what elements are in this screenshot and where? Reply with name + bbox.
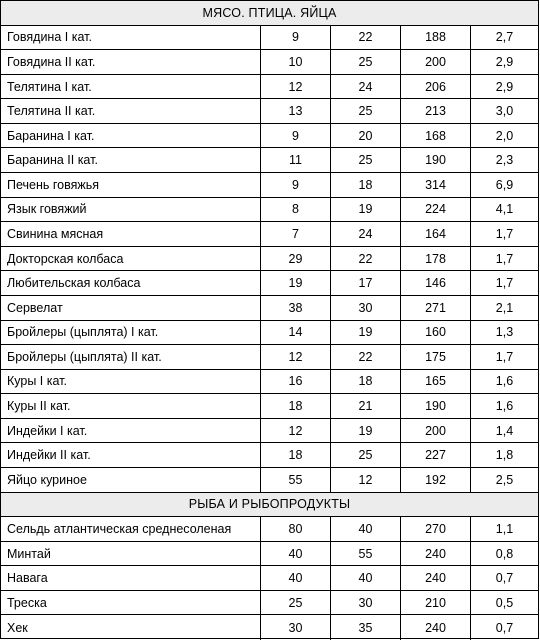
table-row: [1, 468, 538, 493]
value-cell-3: 164: [401, 222, 471, 246]
value-cell-2: 24: [331, 75, 401, 99]
table-row: [1, 566, 538, 591]
value-cell-2: 19: [331, 198, 401, 222]
value-cell-4: 2,3: [495, 153, 514, 168]
product-name-cell: Сервелат: [1, 296, 261, 320]
value-cell-2: 18: [331, 370, 401, 394]
value-cell-2: 30: [331, 296, 401, 320]
value-cell-3: 168: [401, 124, 471, 148]
value-cell-4: 1,3: [495, 325, 514, 340]
table-row: [1, 148, 538, 173]
value-cell-1: 9: [261, 26, 331, 50]
value-cell-4: 0,8: [495, 546, 514, 561]
value-cell-1: 7: [261, 222, 331, 246]
value-cell-2: 40: [331, 566, 401, 590]
value-cell-1: 25: [261, 591, 331, 615]
value-cell-4: 2,1: [495, 300, 514, 315]
value-cell-3: 190: [401, 148, 471, 172]
table-row: [1, 198, 538, 223]
value-cell-4: 1,7: [495, 276, 514, 291]
value-cell-4: 2,0: [495, 128, 514, 143]
product-name-cell: Баранина I кат.: [1, 124, 261, 148]
value-cell-2: 21: [331, 394, 401, 418]
product-name-cell: Телятина I кат.: [1, 75, 261, 99]
product-name-cell: Куры I кат.: [1, 370, 261, 394]
table-row: [1, 517, 538, 542]
value-cell-3: 175: [401, 345, 471, 369]
table-row: [1, 222, 538, 247]
product-name-cell: Навага: [1, 566, 261, 590]
value-cell-1: 16: [261, 370, 331, 394]
product-name-cell: Баранина II кат.: [1, 148, 261, 172]
value-cell-3: 213: [401, 99, 471, 123]
value-cell-3: 240: [401, 566, 471, 590]
value-cell-2: 25: [331, 148, 401, 172]
product-name-cell: Бройлеры (цыплята) II кат.: [1, 345, 261, 369]
product-name-cell: Докторская колбаса: [1, 247, 261, 271]
value-cell-4: 2,5: [495, 472, 514, 487]
value-cell-2: 30: [331, 591, 401, 615]
value-cell-2: 25: [331, 99, 401, 123]
value-cell-3: 146: [401, 271, 471, 295]
value-cell-1: 10: [261, 50, 331, 74]
value-cell-3: 240: [401, 615, 471, 640]
value-cell-1: 18: [261, 443, 331, 467]
value-cell-1: 12: [261, 75, 331, 99]
product-name-cell: Язык говяжий: [1, 198, 261, 222]
value-cell-2: 55: [331, 542, 401, 566]
value-cell-1: 19: [261, 271, 331, 295]
value-cell-1: 38: [261, 296, 331, 320]
section-header: РЫБА И РЫБОПРОДУКТЫ: [1, 493, 538, 518]
product-name-cell: Хек: [1, 615, 261, 640]
value-cell-4: 1,6: [495, 399, 514, 414]
value-cell-3: 206: [401, 75, 471, 99]
value-cell-1: 9: [261, 173, 331, 197]
table-row: [1, 271, 538, 296]
value-cell-1: 14: [261, 321, 331, 345]
value-cell-4: 1,7: [495, 251, 514, 266]
value-cell-4: 6,9: [495, 177, 514, 192]
product-name-cell: Индейки I кат.: [1, 419, 261, 443]
value-cell-4: 1,7: [495, 349, 514, 364]
value-cell-4: 2,9: [495, 54, 514, 69]
value-cell-2: 20: [331, 124, 401, 148]
table-row: [1, 26, 538, 51]
table-row: [1, 345, 538, 370]
value-cell-2: 12: [331, 468, 401, 492]
value-cell-2: 19: [331, 321, 401, 345]
value-cell-1: 29: [261, 247, 331, 271]
value-cell-1: 80: [261, 517, 331, 541]
table-row: [1, 50, 538, 75]
table-row: [1, 75, 538, 100]
product-name-cell: Печень говяжья: [1, 173, 261, 197]
value-cell-3: 224: [401, 198, 471, 222]
table-row: [1, 591, 538, 616]
value-cell-2: 25: [331, 50, 401, 74]
value-cell-3: 271: [401, 296, 471, 320]
table-row: [1, 321, 538, 346]
product-name-cell: Яйцо куриное: [1, 468, 261, 492]
value-cell-1: 11: [261, 148, 331, 172]
table-row: [1, 419, 538, 444]
value-cell-3: 160: [401, 321, 471, 345]
table-row: [1, 542, 538, 567]
value-cell-3: 240: [401, 542, 471, 566]
value-cell-3: 314: [401, 173, 471, 197]
value-cell-1: 55: [261, 468, 331, 492]
table-row: [1, 296, 538, 321]
value-cell-1: 18: [261, 394, 331, 418]
value-cell-1: 8: [261, 198, 331, 222]
value-cell-4: 0,7: [495, 620, 514, 635]
value-cell-4: 1,1: [495, 521, 514, 536]
value-cell-2: 40: [331, 517, 401, 541]
value-cell-2: 35: [331, 615, 401, 640]
product-name-cell: Треска: [1, 591, 261, 615]
value-cell-2: 18: [331, 173, 401, 197]
section-header: МЯСО. ПТИЦА. ЯЙЦА: [1, 1, 538, 26]
value-cell-2: 22: [331, 26, 401, 50]
product-name-cell: Бройлеры (цыплята) I кат.: [1, 321, 261, 345]
value-cell-1: 12: [261, 419, 331, 443]
value-cell-3: 190: [401, 394, 471, 418]
table-row: [1, 124, 538, 149]
table-row: [1, 173, 538, 198]
value-cell-4: 4,1: [495, 202, 514, 217]
value-cell-2: 22: [331, 345, 401, 369]
value-cell-3: 270: [401, 517, 471, 541]
value-cell-4: 1,6: [495, 374, 514, 389]
value-cell-4: 0,5: [495, 595, 514, 610]
value-cell-3: 210: [401, 591, 471, 615]
value-cell-1: 12: [261, 345, 331, 369]
value-cell-4: 2,9: [495, 79, 514, 94]
value-cell-4: 1,4: [495, 423, 514, 438]
product-name-cell: Сельдь атлантическая среднесоленая: [1, 517, 261, 541]
value-cell-3: 178: [401, 247, 471, 271]
table-row: [1, 615, 538, 640]
value-cell-3: 192: [401, 468, 471, 492]
product-name-cell: Говядина II кат.: [1, 50, 261, 74]
value-cell-3: 200: [401, 419, 471, 443]
value-cell-2: 17: [331, 271, 401, 295]
value-cell-1: 40: [261, 542, 331, 566]
value-cell-4: 2,7: [495, 30, 514, 45]
value-cell-1: 13: [261, 99, 331, 123]
value-cell-4: 0,7: [495, 571, 514, 586]
value-cell-4: 1,7: [495, 226, 514, 241]
table-row: [1, 443, 538, 468]
product-name-cell: Говядина I кат.: [1, 26, 261, 50]
value-cell-3: 227: [401, 443, 471, 467]
product-name-cell: Свинина мясная: [1, 222, 261, 246]
product-name-cell: Минтай: [1, 542, 261, 566]
table-row: [1, 247, 538, 272]
value-cell-3: 165: [401, 370, 471, 394]
value-cell-4: 3,0: [495, 104, 514, 119]
table-row: [1, 394, 538, 419]
table-row: [1, 99, 538, 124]
product-name-cell: Телятина II кат.: [1, 99, 261, 123]
value-cell-4: 1,8: [495, 448, 514, 463]
value-cell-3: 200: [401, 50, 471, 74]
value-cell-2: 24: [331, 222, 401, 246]
value-cell-2: 25: [331, 443, 401, 467]
product-name-cell: Любительская колбаса: [1, 271, 261, 295]
product-name-cell: Индейки II кат.: [1, 443, 261, 467]
table-row: [1, 370, 538, 395]
product-name-cell: Куры II кат.: [1, 394, 261, 418]
value-cell-1: 40: [261, 566, 331, 590]
value-cell-1: 30: [261, 615, 331, 640]
value-cell-1: 9: [261, 124, 331, 148]
value-cell-2: 22: [331, 247, 401, 271]
value-cell-2: 19: [331, 419, 401, 443]
value-cell-3: 188: [401, 26, 471, 50]
